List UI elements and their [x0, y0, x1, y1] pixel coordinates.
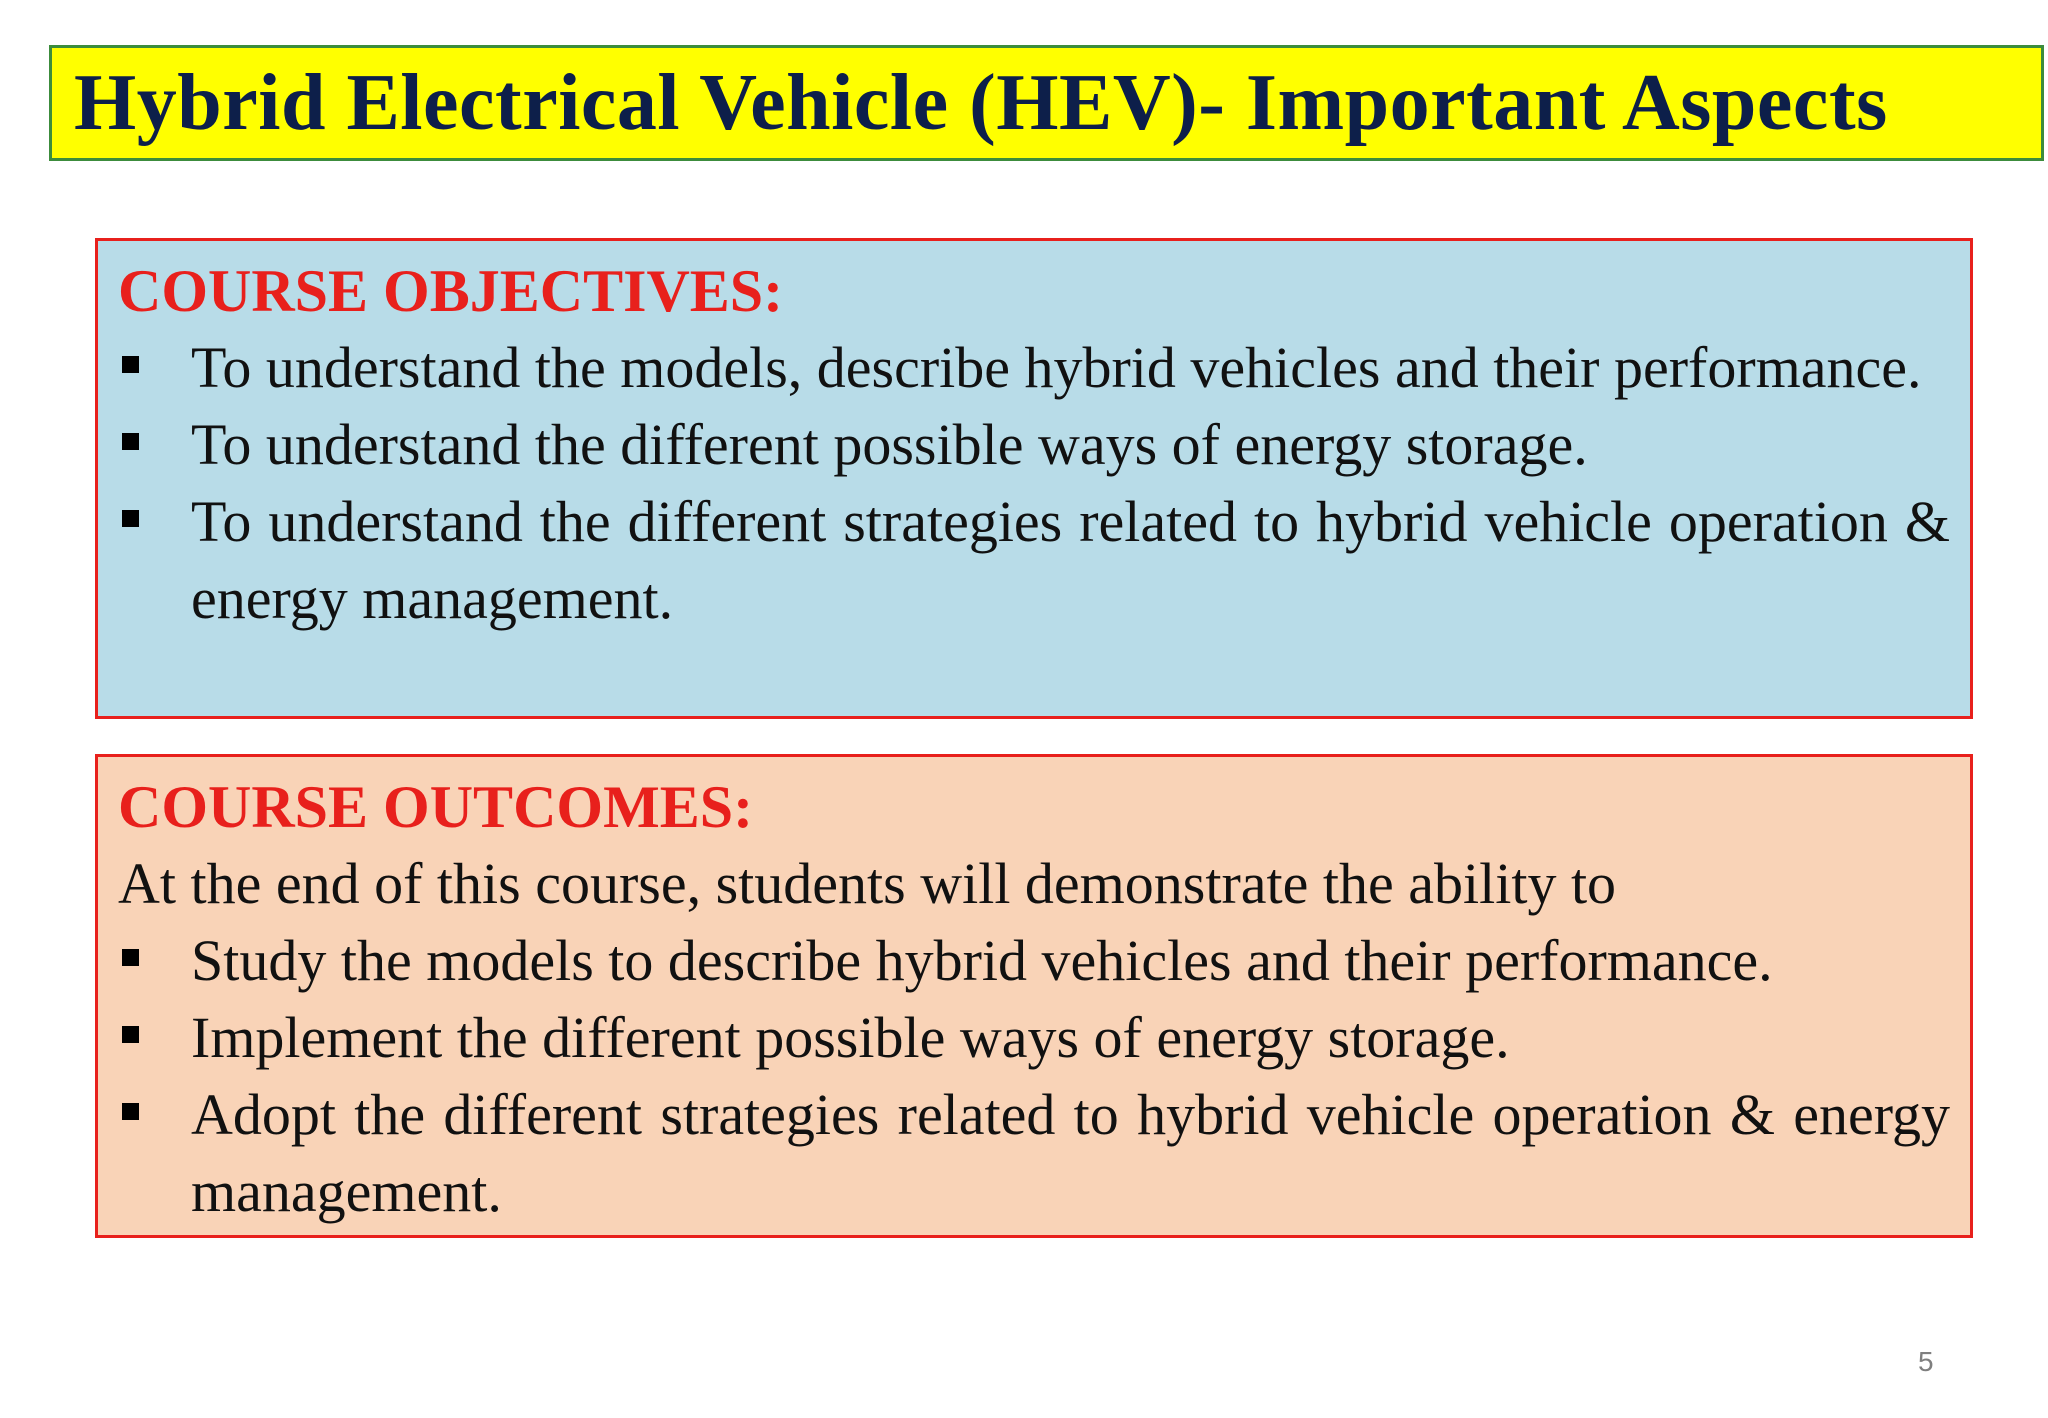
- objective-text: To understand the different possible ways of energy storage.: [191, 412, 1588, 477]
- square-bullet-icon: [122, 949, 139, 966]
- title-banner: [49, 45, 2044, 161]
- square-bullet-icon: [122, 1026, 139, 1043]
- course-objectives-heading: COURSE OBJECTIVES:: [118, 258, 784, 324]
- square-bullet-icon: [122, 356, 139, 373]
- page-number: 5: [1918, 1346, 1934, 1377]
- outcomes-list: [118, 922, 1950, 1230]
- square-bullet-icon: [122, 433, 139, 450]
- course-objectives-panel: [95, 238, 1973, 719]
- objective-text: To understand the different strategies related to hybrid vehicle operation & energy management.: [191, 489, 1950, 631]
- outcome-item: [118, 922, 1950, 999]
- outcome-text: Adopt the different strategies related to hybrid vehicle operation & energy management.: [191, 1082, 1950, 1224]
- outcomes-intro: At the end of this course, students will demonstrate the ability to: [118, 851, 1617, 916]
- outcome-item: [118, 1076, 1950, 1230]
- outcome-text: Study the models to describe hybrid vehicles and their performance.: [191, 928, 1773, 993]
- course-outcomes-panel: [95, 754, 1973, 1238]
- outcome-item: [118, 999, 1950, 1076]
- square-bullet-icon: [122, 510, 139, 527]
- objective-text: To understand the models, describe hybrid vehicles and their performance.: [191, 335, 1922, 400]
- objective-item: [118, 406, 1950, 483]
- square-bullet-icon: [122, 1103, 139, 1120]
- outcome-text: Implement the different possible ways of energy storage.: [191, 1005, 1510, 1070]
- objective-item: [118, 329, 1950, 406]
- slide-title: Hybrid Electrical Vehicle (HEV)- Important Aspects: [74, 58, 1888, 147]
- course-outcomes-heading: COURSE OUTCOMES:: [118, 774, 754, 840]
- objective-item: [118, 483, 1950, 637]
- objectives-list: [118, 329, 1950, 637]
